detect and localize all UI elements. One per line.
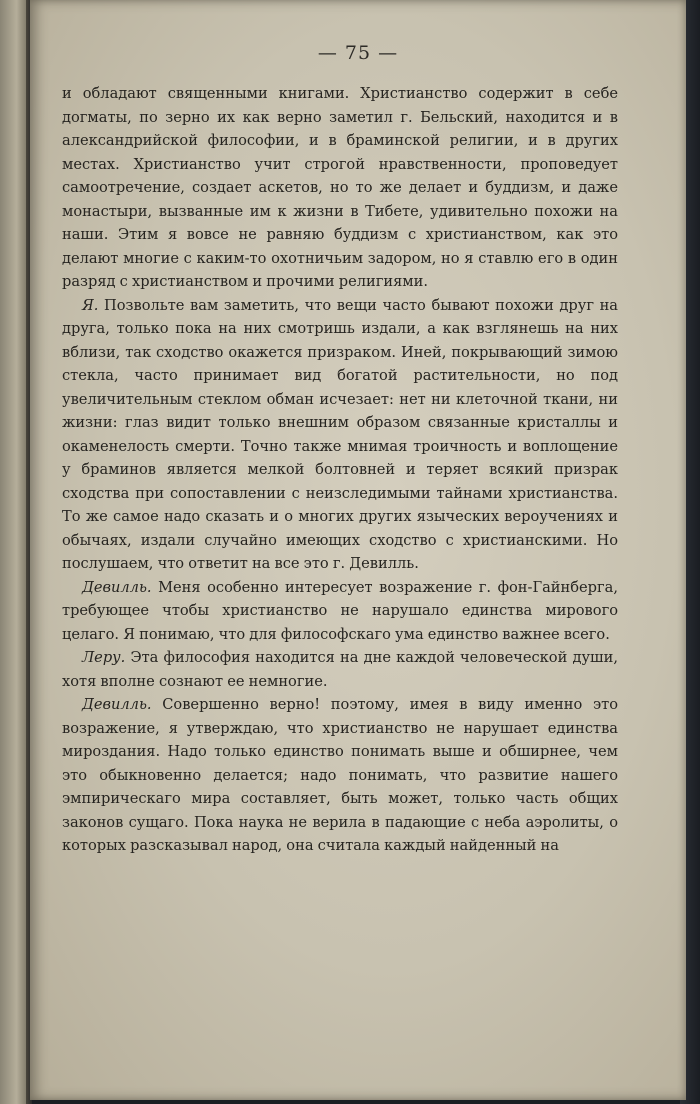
book-page xyxy=(30,0,686,1100)
paragraph-deville-1 xyxy=(62,576,618,647)
paragraph-text: Эта философия находится на дне каждой человеческой души, хотя вполне сознают ее немногие. xyxy=(62,649,618,690)
paragraph-text: Совершенно верно! поэтому, имея в виду именно это возражение, я утверждаю, что христианство не нарушает единства мироздания. Надо только единство понимать выше и обширнее, чем это обыкновенно делается; надо понимать, что развитие нашего эмпирическаго мира составляет, быть может, только часть общих законов сущаго. Пока наука не верила в падающие с неба аэролиты, о которых разсказывал народ, она считала каждый найденный на xyxy=(62,696,618,854)
paragraph-text: Позвольте вам заметить, что вещи часто бывают похожи друг на друга, только пока на них смотришь издали, а как взглянешь на них вблизи, так сходство окажется призраком. Иней, покрывающий зимою стекла, часто принимает вид богатой растительности, но под увеличительным стеклом обман исчезает: нет ни клеточной ткани, ни жизни: глаз видит только внешним образом связанные кристаллы и окаменелость смерти. Точно также мнимая троичность и воплощение у браминов является мелкой болтовней и теряет всякий призрак сходства при сопоставлении с неизследимыми тайнами христианства. То же самое надо сказать и о многих других языческих вероучениях и обычаях, издали случайно имеющих сходство с христианскими. Но послушаем, что ответит на все это г. Девилль. xyxy=(62,296,618,572)
paragraph-text: и обладают священными книгами. Христианство содержит в себе догматы, по зерно их как верно заметил г. Бельский, находится и в александрийской философии, и в браминской религии, и в других местах. Христианство учит строгой нравственности, проповедует самоотречение, создает аскетов, но то же делает и буддизм, и даже монастыри, вызванные им к жизни в Тибете, удивительно похожи на наши. Этим я вовсе не равняю буддизм с христианством, как это делают многие с каким-то охотничьим задором, но я ставлю его в один разряд с христианством и прочими религиями. xyxy=(62,85,618,290)
speaker-name: Леру. xyxy=(82,649,126,666)
speaker-name: Я. xyxy=(82,296,99,314)
paragraph-leru xyxy=(62,646,618,693)
paragraph-ya xyxy=(62,294,618,576)
paragraph-text: Меня особенно интересует возражение г. фон-Гайнберга, требующее чтобы христианство не нарушало единства мирового целаго. Я понимаю, что для философскаго ума единство важнее всего. xyxy=(62,578,619,643)
speaker-name: Девилль. xyxy=(82,578,152,596)
paragraph-deville-2 xyxy=(62,693,618,858)
paragraph-continuation xyxy=(62,82,618,294)
page-text xyxy=(62,82,618,858)
speaker-name: Девилль. xyxy=(82,696,152,713)
page-number: — 75 — xyxy=(317,42,399,64)
